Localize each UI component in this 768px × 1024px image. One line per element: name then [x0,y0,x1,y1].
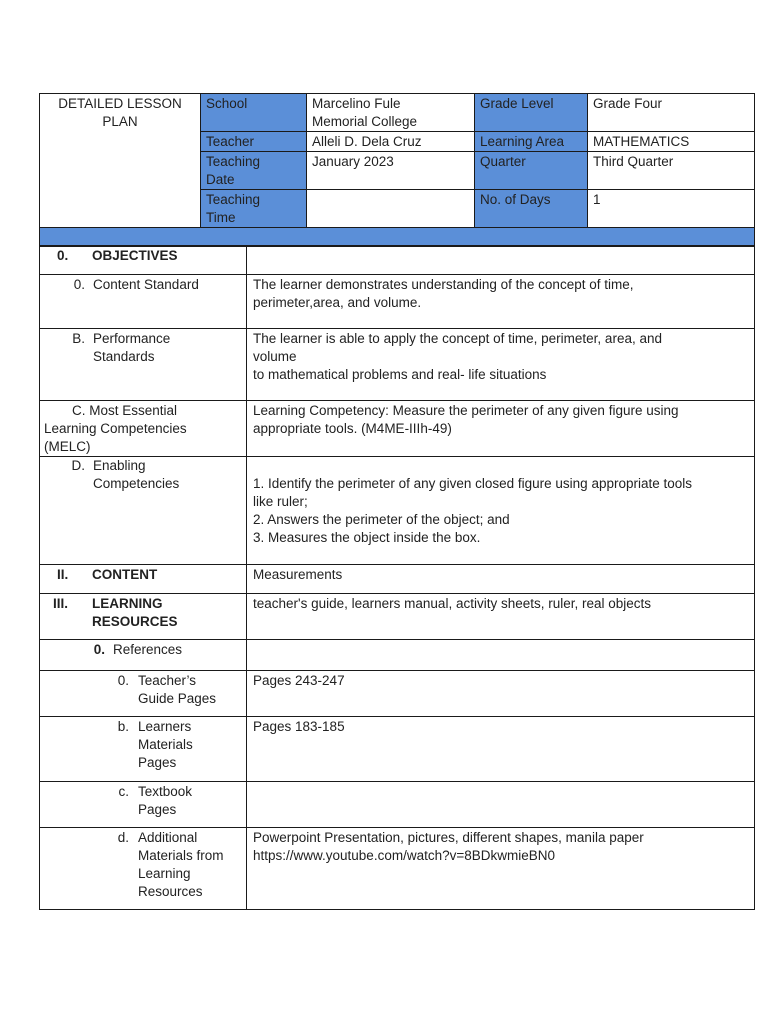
objectives-title: OBJECTIVES [92,248,178,263]
content-standard-label: Content Standard [93,277,199,292]
content-standard-number: 0. [73,277,85,292]
content-heading [40,565,247,594]
teacher-value: Alleli D. Dela Cruz [307,132,475,152]
learning-resources-heading [40,594,247,640]
enabling-competencies-cell [40,457,247,565]
textbook-label: Textbook Pages [138,784,193,817]
grade-level-value: Grade Four [588,94,755,132]
textbook-pages [247,782,755,828]
grade-level-label: Grade Level [475,94,588,132]
additional-materials-cell [40,828,247,910]
teachers-guide-number: 0. [117,673,129,688]
learners-materials-pages: Pages 183-185 [247,717,755,782]
enabling-competencies-label: Enabling Competencies [93,458,180,491]
enabling-item-1: 1. Identify the perimeter of any given closed figure using appropriate tools like ruler; [253,476,693,509]
references-value [247,640,755,671]
days-value: 1 [588,190,755,228]
performance-standards-cell [40,329,247,401]
enabling-competencies-number: D. [71,458,85,473]
content-standard-cell [40,275,247,329]
enabling-competencies-list [247,457,755,565]
lesson-plan-header-table [39,93,755,247]
content-standard-text: The learner demonstrates understanding of the concept of time, perimeter,area, and volume. [247,275,755,329]
quarter-label: Quarter [475,152,588,190]
performance-standards-label: Performance Standards [93,331,171,364]
learning-resources-title: LEARNING RESOURCES [92,596,178,629]
days-label: No. of Days [475,190,588,228]
teachers-guide-cell [40,671,247,717]
teacher-label: Teacher [201,132,307,152]
melc-label: C. Most Essential Learning Competencies (MELC) [40,401,247,457]
learning-area-label: Learning Area [475,132,588,152]
content-title: CONTENT [92,567,158,582]
school-value: Marcelino Fule Memorial College [307,94,475,132]
learners-materials-number: b. [117,719,129,734]
header-divider-band [40,228,755,247]
objectives-number: 0. [57,248,69,263]
objectives-value [247,246,755,275]
references-label: References [113,642,183,657]
learners-materials-cell [40,717,247,782]
lesson-plan-body-table [39,245,755,910]
references-number: 0. [93,642,105,657]
performance-standards-text: The learner is able to apply the concept of time, perimeter, area, and volume to mathematical problems and real- life situations [247,329,755,401]
additional-materials-number: d. [117,830,129,845]
enabling-item-3: 3. Measures the object inside the box. [253,530,481,545]
teaching-time-value [307,190,475,228]
teaching-date-value: January 2023 [307,152,475,190]
melc-text: Learning Competency: Measure the perimeter of any given figure using appropriate tools. (M4ME-IIIh-49) [247,401,755,457]
document-title: DETAILED LESSON PLAN [40,94,201,228]
references-cell [40,640,247,671]
content-text: Measurements [247,565,755,594]
additional-materials-text: Powerpoint Presentation, pictures, different shapes, manila paper https://www.youtube.com/watch?v=8BDkwmieBN0 [247,828,755,910]
learning-resources-number: III. [53,596,69,611]
content-number: II. [57,567,69,582]
teachers-guide-label: Teacher’s Guide Pages [138,673,217,706]
school-label: School [201,94,307,132]
learning-area-value: MATHEMATICS [588,132,755,152]
learners-materials-label: Learners Materials Pages [138,719,193,770]
teaching-time-label: Teaching Time [201,190,307,228]
objectives-heading [40,246,247,275]
performance-standards-number: B. [72,331,85,346]
textbook-number: c. [118,784,129,799]
teaching-date-label: Teaching Date [201,152,307,190]
additional-materials-label: Additional Materials from Learning Resources [138,830,224,899]
textbook-cell [40,782,247,828]
teachers-guide-pages: Pages 243-247 [247,671,755,717]
quarter-value: Third Quarter [588,152,755,190]
enabling-item-2: 2. Answers the perimeter of the object; and [253,512,510,527]
learning-resources-text: teacher's guide, learners manual, activity sheets, ruler, real objects [247,594,755,640]
